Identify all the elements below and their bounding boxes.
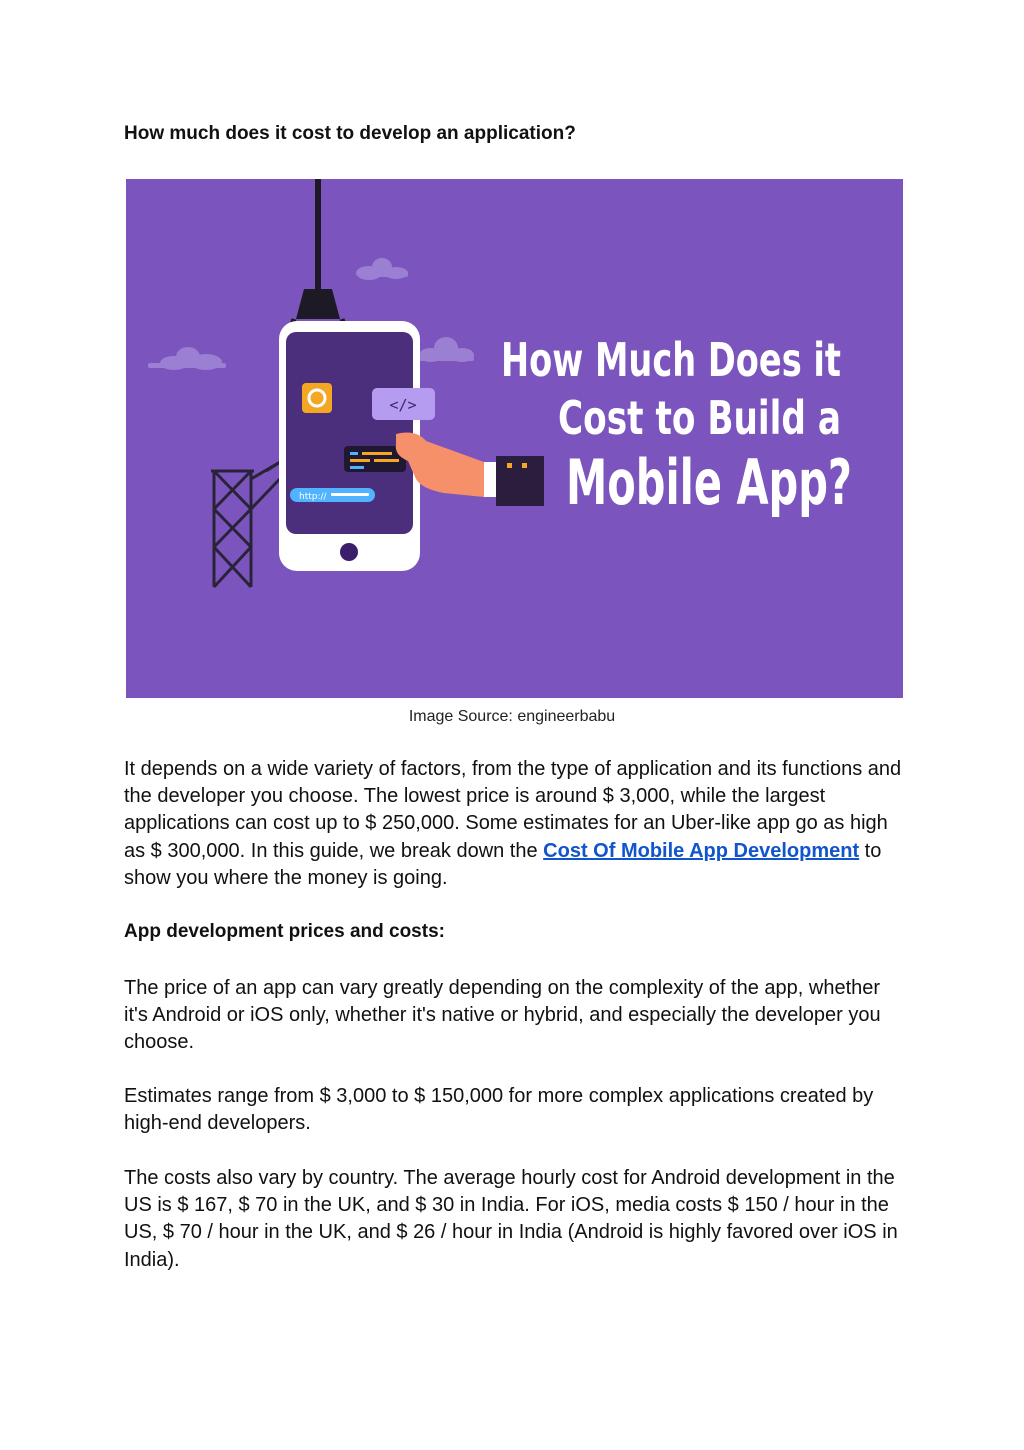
crane-claw bbox=[296, 289, 340, 319]
sleeve-robot bbox=[496, 456, 544, 506]
hero-title-line-1: How Much Does it bbox=[501, 333, 841, 387]
image-caption: Image Source: engineerbabu bbox=[408, 708, 616, 725]
cloud-icon bbox=[418, 337, 474, 362]
cloud-icon bbox=[356, 258, 408, 280]
phone-screen bbox=[286, 332, 413, 534]
hero-illustration bbox=[126, 179, 903, 698]
hero-title-line-2: Cost to Build a bbox=[558, 391, 841, 445]
section-heading: App development prices and costs: bbox=[124, 921, 445, 942]
paragraph-estimates: Estimates range from $ 3,000 to $ 150,000 for more complex applications created by high-end developers. bbox=[124, 1085, 874, 1135]
hero-title bbox=[501, 333, 852, 519]
crane-cable bbox=[315, 179, 321, 289]
paragraph-country-costs: The costs also vary by country. The average hourly cost for Android development in the US is $ 167, $ 70 in the UK, and $ 30 in India. For iOS, media costs $ 150 / hour in the US, $ 70 / hour in the UK, and $ 26 / hour in India (Android is highly favored over iOS in India). bbox=[124, 1167, 898, 1271]
paragraph-intro-text: It depends on a wide variety of factors, from the type of application and its functions and the developer you choose. The lowest price is around $ 3,000, while the largest applications can cost up to $ 250,000. Some estimates for an Uber-like app go as high as $ 300,000. In this guide, we break down the bbox=[124, 758, 902, 862]
hero-graphic bbox=[126, 179, 903, 698]
gear-icon bbox=[302, 383, 332, 413]
code-tag-text: </> bbox=[389, 396, 417, 414]
cloud-icon bbox=[148, 347, 226, 370]
paragraph-intro-text-end: to show you where the money is going. bbox=[124, 839, 882, 889]
article-heading: How much does it cost to develop an application? bbox=[124, 123, 576, 144]
paragraph-price-variation: The price of an app can vary greatly depending on the complexity of the app, whether it's Android or iOS only, whether it's native or hybrid, and especially the developer you choose. bbox=[124, 977, 881, 1054]
paragraph-intro bbox=[124, 756, 904, 892]
phone-home-button bbox=[340, 543, 358, 561]
url-text: http:// bbox=[299, 492, 327, 502]
cuff bbox=[484, 462, 496, 497]
cost-of-mobile-app-development-link[interactable]: Cost Of Mobile App Development bbox=[543, 839, 860, 862]
hero-title-line-3: Mobile App? bbox=[566, 446, 852, 519]
